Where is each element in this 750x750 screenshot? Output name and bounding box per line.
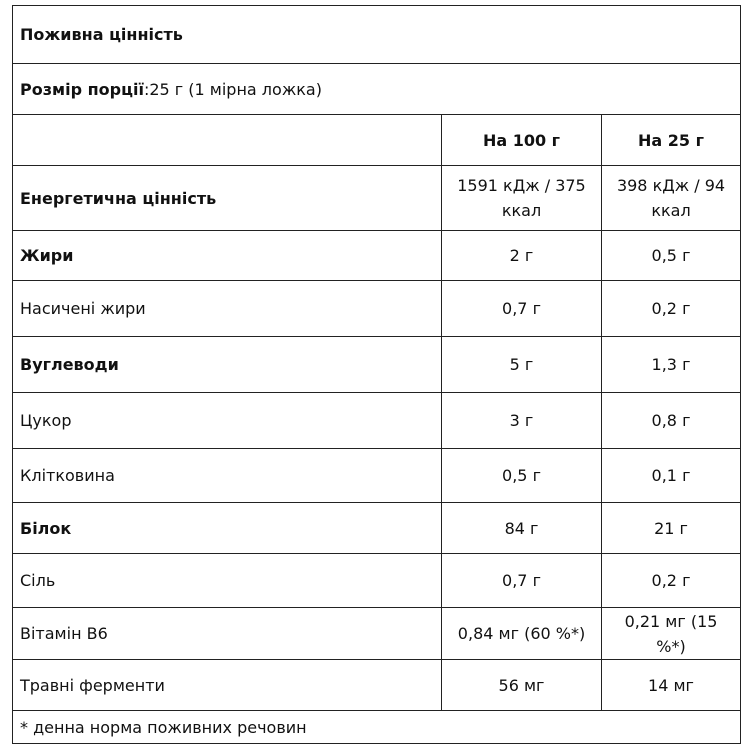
row-value-per25: 0,21 мг (15 %*) [601,608,740,659]
row-value-per25: 0,2 г [601,281,740,336]
per-100g-header: На 100 г [441,115,601,165]
nutrition-facts-table [12,5,741,744]
table-row [13,449,740,503]
row-value-per100: 0,7 г [441,554,601,607]
row-label: Сіль [20,571,56,590]
serving-size-row [13,64,740,115]
row-label: Травні ферменти [20,675,165,695]
row-label: Жири [20,246,74,265]
row-value-per100: 3 г [441,393,601,448]
table-title-row [13,6,740,64]
table-row [13,554,740,608]
row-value-per100: 0,7 г [441,281,601,336]
row-value-per25: 1,3 г [601,337,740,392]
serving-size-separator: : [143,79,150,99]
row-value-per25: 0,1 г [601,449,740,502]
serving-size-value: 25 г (1 мірна ложка) [149,79,322,99]
table-row [13,503,740,554]
row-value-per25: 21 г [601,503,740,553]
per-25g-header: На 25 г [601,115,740,165]
row-value-per100: 84 г [441,503,601,553]
row-value-per100: 0,84 мг (60 %*) [441,608,601,659]
row-label: Енергетична цінність [20,188,217,208]
row-value-per25: 0,2 г [601,554,740,607]
row-value-per100: 56 мг [441,660,601,710]
row-label: Цукор [20,411,72,430]
row-label: Вуглеводи [20,355,119,374]
footnote-row [13,711,740,743]
row-label: Білок [20,518,72,538]
empty-header-cell [20,115,435,165]
row-value-per25: 0,8 г [601,393,740,448]
row-label: Насичені жири [20,299,146,318]
row-value-per25: 0,5 г [601,231,740,280]
serving-size [20,64,322,114]
table-row [13,281,740,337]
row-label: Клітковина [20,466,115,485]
table-row [13,337,740,393]
table-row [13,231,740,281]
row-value-per100: 0,5 г [441,449,601,502]
row-value-per25: 14 мг [601,660,740,710]
daily-value-footnote: * денна норма поживних речовин [20,717,307,737]
row-label: Вітамін B6 [20,624,108,643]
table-row [13,393,740,449]
row-value-per100: 5 г [441,337,601,392]
row-value-per100: 2 г [441,231,601,280]
table-row [13,166,740,231]
row-value-per100: 1591 кДж / 375 ккал [441,166,601,230]
serving-size-label: Розмір порції [20,79,144,99]
table-row [13,608,740,660]
table-row [13,660,740,711]
table-title: Поживна цінність [20,25,183,44]
column-header-row [13,115,740,166]
row-value-per25: 398 кДж / 94 ккал [601,166,740,230]
